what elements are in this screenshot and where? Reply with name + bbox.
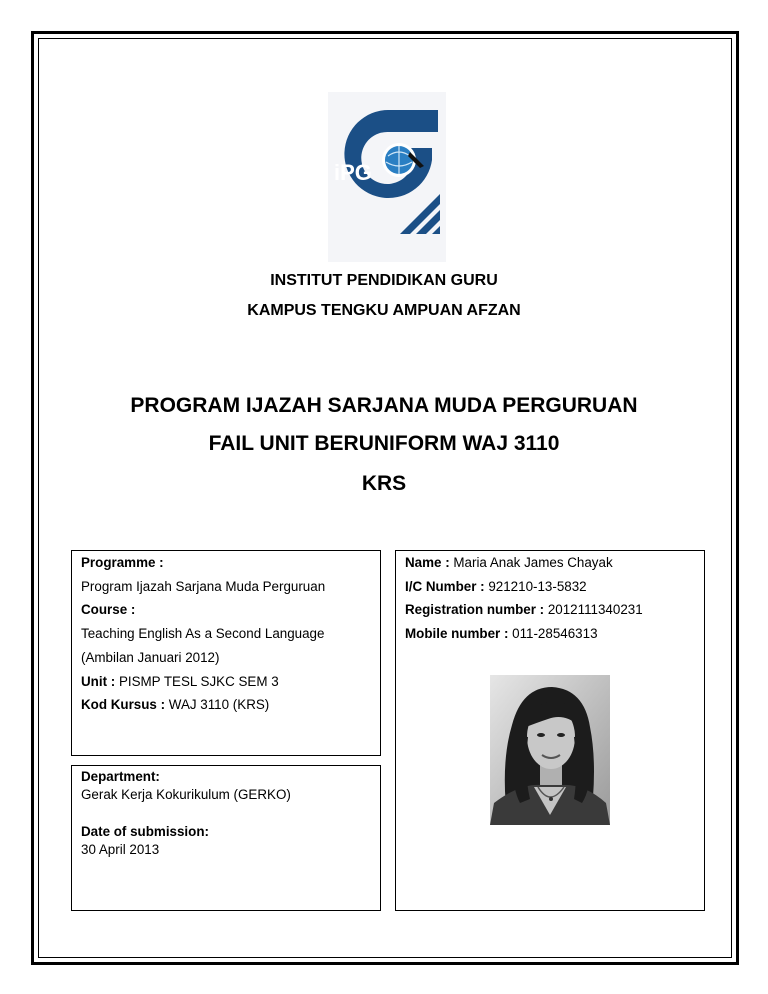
mobile-row: [405, 622, 643, 646]
unit-label: Unit :: [81, 673, 116, 689]
programme-label: Programme :: [81, 555, 164, 570]
course-intake: (Ambilan Januari 2012): [81, 649, 220, 665]
registration-row: [405, 598, 643, 622]
svg-text:iPG: iPG: [334, 160, 372, 185]
registration-label: Registration number :: [405, 602, 545, 618]
kod-kursus-label: Kod Kursus :: [81, 697, 166, 713]
department-info: [81, 768, 291, 859]
mobile-value: 011-28546313: [508, 626, 598, 642]
campus-name: KAMPUS TENGKU AMPUAN AFZAN: [247, 302, 521, 319]
unit-code-title: KRS: [361, 472, 407, 495]
student-info: [405, 551, 643, 646]
unit-value: PISMP TESL SJKC SEM 3: [115, 673, 279, 689]
programme-info: [81, 551, 325, 717]
submission-date-label: Date of submission:: [81, 824, 209, 839]
ic-value: 921210-13-5832: [484, 578, 587, 594]
ipg-logo: [328, 92, 446, 262]
kod-kursus-row: [81, 693, 325, 717]
course-label: Course :: [81, 602, 136, 618]
mobile-label: Mobile number :: [405, 626, 509, 642]
kod-kursus-value: WAJ 3110 (KRS): [165, 697, 270, 713]
unit-file-title: FAIL UNIT BERUNIFORM WAJ 3110: [208, 432, 560, 455]
submission-date-value: 30 April 2013: [81, 842, 160, 857]
name-row: [405, 551, 643, 575]
department-label: Department:: [81, 769, 160, 784]
programme-value: Program Ijazah Sarjana Muda Perguruan: [81, 578, 326, 594]
ic-row: [405, 575, 643, 599]
programme-title: PROGRAM IJAZAH SARJANA MUDA PERGURUAN: [130, 394, 638, 417]
student-portrait-photo: [490, 675, 610, 825]
name-label: Name :: [405, 555, 450, 570]
ic-label: I/C Number :: [405, 578, 485, 594]
unit-row: [81, 670, 325, 694]
name-value: Maria Anak James Chayak: [449, 555, 613, 570]
department-value: Gerak Kerja Kokurikulum (GERKO): [81, 787, 291, 802]
institute-name: INSTITUT PENDIDIKAN GURU: [270, 272, 498, 289]
course-value: Teaching English As a Second Language: [81, 626, 325, 642]
registration-value: 2012111340231: [544, 602, 643, 618]
